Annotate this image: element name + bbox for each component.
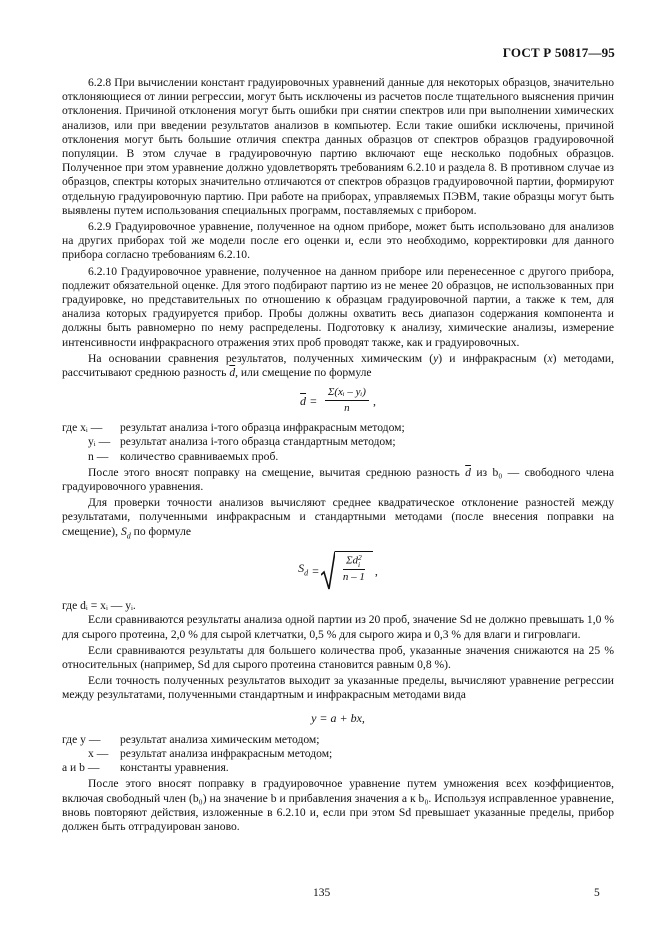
text-run: После этого вносят поправку на смещение, вычитая среднюю разность <box>88 465 460 479</box>
legend-row <box>62 761 614 775</box>
legend-row <box>62 450 614 464</box>
paragraph-bias-correction <box>62 466 614 494</box>
legend-row <box>62 435 614 449</box>
symbol-d-bar: $\overline{d}$ <box>229 366 236 380</box>
formula-numerator: Σ(xᵢ – yᵢ) <box>325 386 369 401</box>
legend-formula-1 <box>62 421 614 464</box>
formula-denominator: n <box>344 402 350 415</box>
formula-fraction <box>343 554 365 591</box>
paragraph-limits: Если сравниваются результаты анализа одной партии из 20 проб, значение Sd не должно превышать 1,0 % для сырого протеина, 2,0 % для сырой клетчатки, 0,5 % для сырого жира и 0,3 % для влаги и гигровлаги. <box>62 613 614 641</box>
formula-lhs <box>298 561 308 581</box>
formula-lhs-symbol: S <box>298 561 305 576</box>
index-stack <box>358 554 362 568</box>
formula-tail: , <box>374 564 378 579</box>
text-run: ) и инфракрасным ( <box>438 351 548 365</box>
paragraph-mean-difference <box>62 352 614 380</box>
numerator-text: Σd <box>345 554 359 567</box>
formula-lhs: $\overline{d}$ <box>300 393 307 408</box>
legend-row <box>62 747 614 761</box>
formula-regression: y = a + bx, <box>311 710 365 725</box>
square-root <box>321 551 373 591</box>
text-run: ) методами, рассчитывают среднюю разность <box>62 351 615 380</box>
paragraph-more-samples: Если сравниваются результаты для большего количества проб, указанные значения снижаются на 25 % относительных (например, Sd для сырого протеина становится равным 0,8 %). <box>62 643 614 672</box>
legend-symbol: где y — <box>62 732 101 746</box>
formula-denominator: n – 1 <box>342 571 365 584</box>
subscript: i <box>358 560 361 570</box>
formula-fraction <box>325 386 369 415</box>
legend-symbol: a и b — <box>62 761 100 775</box>
text-run: по формуле <box>133 524 192 538</box>
text-run: из b₀ — свободного члена градуировочного уравнения. <box>62 465 614 494</box>
symbol-subscript: d <box>126 531 131 540</box>
legend-text: результат анализа i-того образца стандартным методом; <box>120 435 396 449</box>
legend-text: результат анализа i-того образца инфракрасным методом; <box>120 421 405 435</box>
sheet-number: 5 <box>594 887 600 899</box>
page-body <box>62 76 614 834</box>
formula-std-deviation <box>62 551 614 591</box>
legend-text: результат анализа химическим методом; <box>120 732 320 746</box>
legend-text: константы уравнения. <box>120 761 229 775</box>
formula-equals: = <box>312 564 319 579</box>
legend-formula-2: где dᵢ = xᵢ — yᵢ. <box>62 599 136 613</box>
formula-mean-difference <box>62 386 614 415</box>
legend-symbol: n — <box>88 449 109 463</box>
symbol-y: y <box>433 351 439 365</box>
formula-tail: , <box>372 393 376 408</box>
paragraph-accuracy <box>62 496 614 543</box>
text-run: , или смещение по формуле <box>235 366 372 380</box>
document-id: ГОСТ Р 50817—95 <box>502 45 615 60</box>
paragraph-6-2-9: 6.2.9 Градуировочное уравнение, полученное на одном приборе, может быть использовано для анализов на других приборах той же модели после его оценки и, если это необходимо, корректировки для данного прибора согласно требованиям 6.2.10. <box>62 220 614 262</box>
paragraph-final-correction: После этого вносят поправку в градуировочное уравнение путем умножения всех коэффициентов, включая свободный член (b₀) на значение b и прибавления значения a к b₀. Используя исправленное уравнение, вновь повторяют действия, изложенные в 6.2.10 и, если при этом Sd превышает указанные пределы, прибор должен быть отградуирован заново. <box>62 777 614 834</box>
symbol-x: x <box>547 351 553 365</box>
paragraph-regression: Если точность полученных результатов выходит за указанные пределы, вычисляют уравнение регрессии между результатами, полученными стандартным и инфракрасным методами вида <box>62 674 614 702</box>
symbol-s: S <box>120 524 127 538</box>
superscript: 2 <box>358 553 362 563</box>
paragraph-6-2-10: 6.2.10 Градуировочное уравнение, полученное на данном приборе или перенесенное с другого прибора, подлежит обязательной оценке. Для этого подбирают партию из не менее 20 образцов, не использованных при градуировке, но представительных по отношению к образцам градуировочной партии, а также к тем, для анализа которых градуируется прибор. Пробы должны охватить весь диапазон содержания компонента и должны быть равномерно по нему распределены. Подготовку к анализу, химические анализы, измерение интенсивности инфракрасного отражения этих проб проводят также, как и градуировочных. <box>62 264 614 349</box>
paragraph-6-2-8: 6.2.8 При вычислении констант градуировочных уравнений данные для некоторых образцов, значительно отклоняющиеся от линии регрессии, могут быть исключены из расчетов после тщательного выяснения причин отклонения. Причиной отклонения могут быть ошибки при снятии спектров или при выполнении химических анализов, или при введении результатов анализов в компьютер. Если такие ошибки исключены, причиной отклонения могут быть большие отличия спектра данных образцов от спектров образцов градуировочной популяции. В этом случае в градуировочную партию включают еще несколько подобных образцов. Полученное при этом уравнение должно удовлетворять требованиям 6.2.10 и раздела 8. В противном случае из образцов, спектры которых значительно отличаются от спектров образцов градуировочной партии, формируют отдельную градуировочную партию. При работе на приборах, управляемых ПЭВМ, такие образцы могут быть выявлены путем использования специальных программ, поставляемых с прибором. <box>62 76 614 217</box>
legend-formula-3 <box>62 733 614 776</box>
text-run: Для проверки точности анализов вычисляют среднее квадратическое отклонение разностей между результатами, полученными инфракрасным и стандартными методами (после внесения поправки на смещение), <box>62 496 614 538</box>
formula-lhs-subscript: d <box>304 568 309 578</box>
legend-text: количество сравниваемых проб. <box>120 449 279 463</box>
symbol-d-bar: $\overline{d}$ <box>465 465 471 479</box>
formula-numerator <box>343 554 365 570</box>
text-run: На основании сравнения результатов, полученных химическим ( <box>88 351 434 365</box>
formula-equals: = <box>310 393 317 408</box>
legend-row <box>62 733 614 747</box>
legend-symbol: yᵢ — <box>88 435 111 449</box>
legend-row <box>62 421 614 435</box>
legend-text: результат анализа инфракрасным методом; <box>120 747 333 761</box>
radical-sign-icon <box>321 551 335 591</box>
page-number: 135 <box>313 887 331 899</box>
legend-symbol: где xᵢ — <box>62 421 103 435</box>
legend-symbol: x — <box>88 747 109 761</box>
radicand <box>335 551 373 591</box>
